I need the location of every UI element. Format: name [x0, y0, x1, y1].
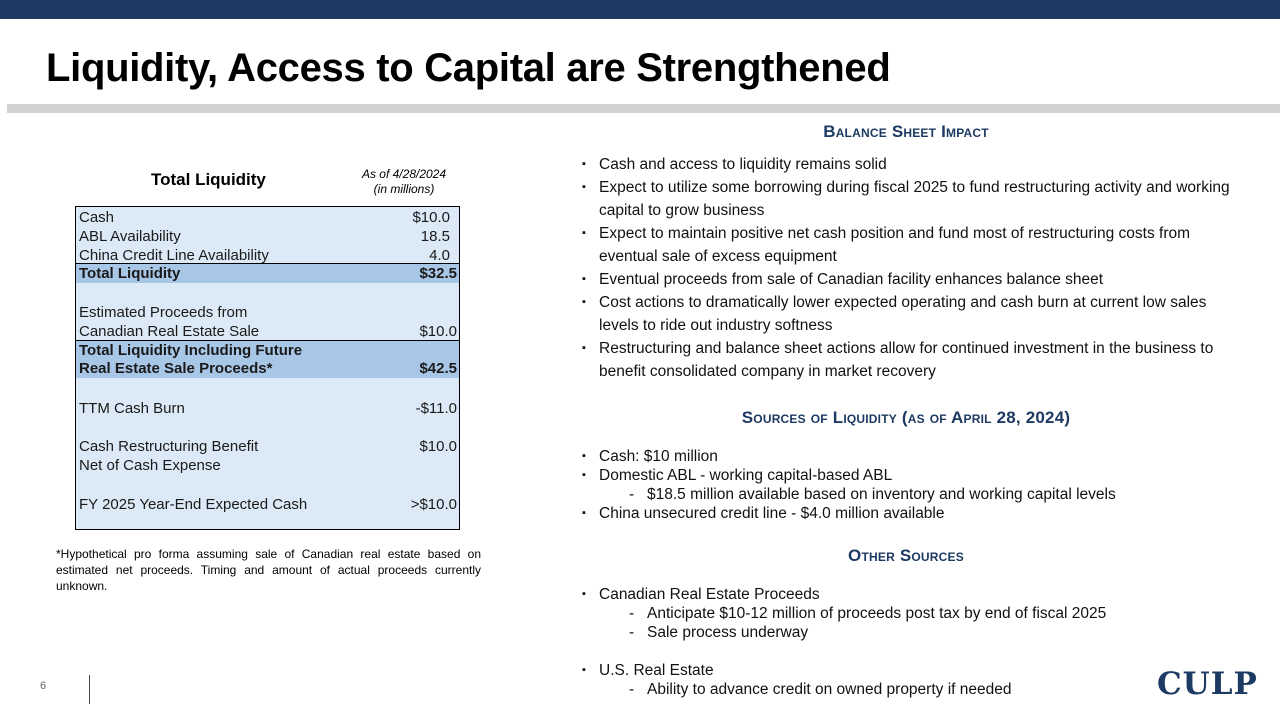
footer-divider — [89, 675, 90, 704]
balance-sheet-heading: Balance Sheet Impact — [823, 122, 989, 141]
list-item: ▪ U.S. Real Estate — [582, 662, 714, 679]
list-item: ▪ Canadian Real Estate Proceeds — [582, 586, 820, 603]
dash-icon: - — [629, 681, 635, 698]
bullet-icon: ▪ — [582, 469, 586, 481]
liquidity-table: Cash $10.0 ABL Availability 18.5 China Credit Line Availability 4.0 Total Liquidity $32.5 Estimated Proceeds from Canadian Real Estate Sale $10.0 Total Liquidity Including Future Real Estate Sale Proceeds* $42.5 TTM Cash Burn -$11.0 Cash Restructuring Benefit $10.0 Net of Cash Expense FY 2025 Year-End Expected Cash >$10.0 — [75, 206, 460, 530]
list-item: ▪ Domestic ABL - working capital-based ABL — [582, 467, 893, 484]
table-footnote: *Hypothetical pro forma assuming sale of Canadian real estate based on estimated net proceeds. Timing and amount of actual proceeds currently unknown. — [56, 547, 481, 593]
list-item: ▪ Cash: $10 million — [582, 448, 718, 465]
other-sources-bullets — [582, 585, 1242, 699]
other-sources-heading: Other Sources — [848, 546, 964, 565]
bullet-icon: ▪ — [582, 273, 586, 285]
list-item: ▪ Expect to utilize some borrowing during fiscal 2025 to fund restructuring activity and working capital to grow business — [582, 176, 1242, 222]
list-item: ▪ China unsecured credit line - $4.0 million available — [582, 505, 945, 522]
bullet-icon: ▪ — [582, 507, 586, 519]
list-item: ▪ Cost actions to dramatically lower expected operating and cash burn at current low sales levels to ride out industry softness — [582, 291, 1242, 337]
bullet-icon: ▪ — [582, 664, 586, 676]
slide-title: Liquidity, Access to Capital are Strengthened — [46, 46, 891, 90]
dash-icon: - — [629, 624, 635, 641]
company-logo: CULP — [1157, 666, 1258, 702]
list-sub-item: - Ability to advance credit on owned property if needed — [629, 681, 1012, 698]
sources-heading: Sources of Liquidity (as of April 28, 2024) — [741, 408, 1071, 427]
as-of-units: (in millions) — [373, 182, 435, 196]
list-sub-item: - Sale process underway — [629, 624, 809, 641]
bullet-icon: ▪ — [582, 342, 586, 354]
bullet-icon: ▪ — [582, 158, 586, 170]
as-of-date: As of 4/28/2024 — [361, 167, 447, 181]
list-spacer — [582, 642, 1242, 661]
list-sub-item: - $18.5 million available based on inventory and working capital levels — [629, 486, 1116, 503]
list-sub-item: - Anticipate $10-12 million of proceeds post tax by end of fiscal 2025 — [629, 605, 1107, 622]
dash-icon: - — [629, 605, 635, 622]
table-as-of-note — [348, 167, 460, 197]
list-item: ▪ Restructuring and balance sheet actions allow for continued investment in the business to benefit consolidated company in market recovery — [582, 337, 1242, 383]
bullet-icon: ▪ — [582, 296, 586, 308]
list-item: ▪ Expect to maintain positive net cash position and fund most of restructuring costs from eventual sale of excess equipment — [582, 222, 1242, 268]
bullet-icon: ▪ — [582, 227, 586, 239]
balance-sheet-bullets — [582, 153, 1242, 383]
bullet-icon: ▪ — [582, 181, 586, 193]
table-heading: Total Liquidity — [151, 170, 266, 189]
list-item: ▪ Eventual proceeds from sale of Canadian facility enhances balance sheet — [582, 268, 1242, 291]
list-item: ▪ Cash and access to liquidity remains solid — [582, 153, 1242, 176]
dash-icon: - — [629, 486, 635, 503]
page-number: 6 — [40, 680, 47, 692]
sources-bullets — [582, 447, 1242, 523]
bullet-icon: ▪ — [582, 450, 586, 462]
top-banner-bar — [0, 0, 1280, 19]
bullet-icon: ▪ — [582, 588, 586, 600]
title-divider — [7, 104, 1280, 113]
